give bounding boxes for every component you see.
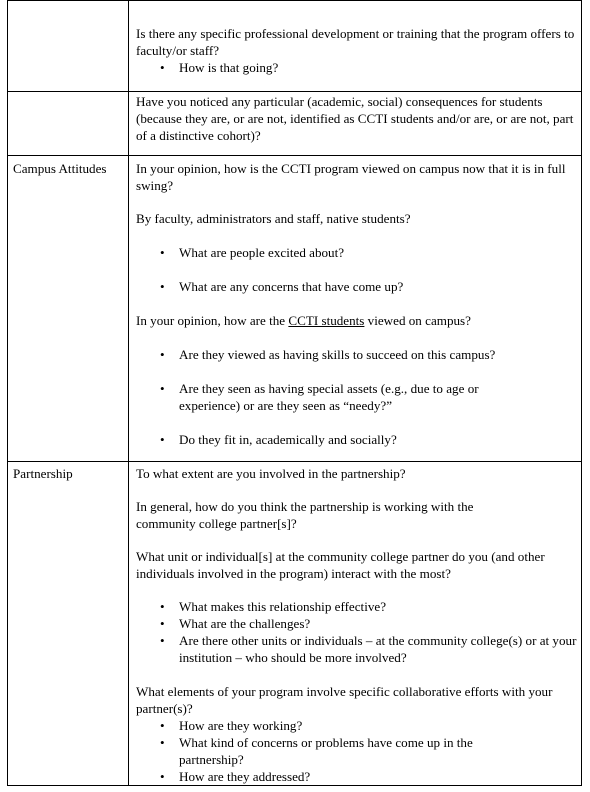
question-text: Is there any specific professional development or training that the program offers to faculty/or staff? <box>136 26 575 58</box>
sub-question: How are they addressed? <box>179 769 311 784</box>
question-text: Have you noticed any particular (academic, social) consequences for students (because they are, or are not, identified as CCTI students and/or are, or are not, part of a distinctive cohort)? <box>136 94 574 143</box>
bullet-icon: • <box>160 432 165 447</box>
question-text-part: viewed on campus? <box>364 313 471 328</box>
bullet-icon: • <box>160 245 165 260</box>
column-divider <box>128 0 129 786</box>
question-text: In general, how do you think the partnership is working with the community college partner[s]? <box>136 499 474 531</box>
question-text: What unit or individual[s] at the community college partner do you (and other individuals involved in the program) interact with the most? <box>136 549 545 581</box>
sub-question: Are there other units or individuals – at the community college(s) or at your institution – who should be more involved? <box>179 633 577 665</box>
sub-question: What are people excited about? <box>179 245 345 260</box>
table-top-rule <box>7 0 582 1</box>
bullet-icon: • <box>160 718 165 733</box>
bullet-icon: • <box>160 60 165 75</box>
sub-question: Are they viewed as having skills to succeed on this campus? <box>179 347 496 362</box>
question-text: To what extent are you involved in the partnership? <box>136 466 406 481</box>
bullet-icon: • <box>160 347 165 362</box>
sub-question: What are the challenges? <box>179 616 311 631</box>
bullet-icon: • <box>160 599 165 614</box>
bullet-icon: • <box>160 616 165 631</box>
row-divider <box>7 461 582 462</box>
sub-question: What kind of concerns or problems have come up in the partnership? <box>179 735 473 767</box>
question-text: What elements of your program involve specific collaborative efforts with your partner(s)? <box>136 684 553 716</box>
row-label: Campus Attitudes <box>13 161 107 176</box>
bullet-icon: • <box>160 279 165 294</box>
table-bottom-rule <box>7 785 582 786</box>
sub-question: Do they fit in, academically and socially? <box>179 432 397 447</box>
question-text: In your opinion, how is the CCTI program viewed on campus now that it is in full swing? <box>136 161 566 193</box>
question-text-part: In your opinion, how are the <box>136 313 289 328</box>
sub-question: How are they working? <box>179 718 303 733</box>
sub-question: How is that going? <box>179 60 279 75</box>
sub-question: What are any concerns that have come up? <box>179 279 404 294</box>
bullet-icon: • <box>160 381 165 396</box>
bullet-icon: • <box>160 633 165 648</box>
sub-question: What makes this relationship effective? <box>179 599 387 614</box>
table-left-rule <box>7 0 8 786</box>
sub-question: Are they seen as having special assets (e.g., due to age or experience) or are they seen as “needy?” <box>179 381 479 413</box>
table-right-rule <box>581 0 582 786</box>
row-label: Partnership <box>13 466 73 481</box>
question-text: By faculty, administrators and staff, native students? <box>136 211 411 226</box>
underlined-term: CCTI students <box>288 313 365 328</box>
bullet-icon: • <box>160 769 165 784</box>
question-text <box>136 312 576 329</box>
row-divider <box>7 91 582 92</box>
row-divider <box>7 155 582 156</box>
bullet-icon: • <box>160 735 165 750</box>
